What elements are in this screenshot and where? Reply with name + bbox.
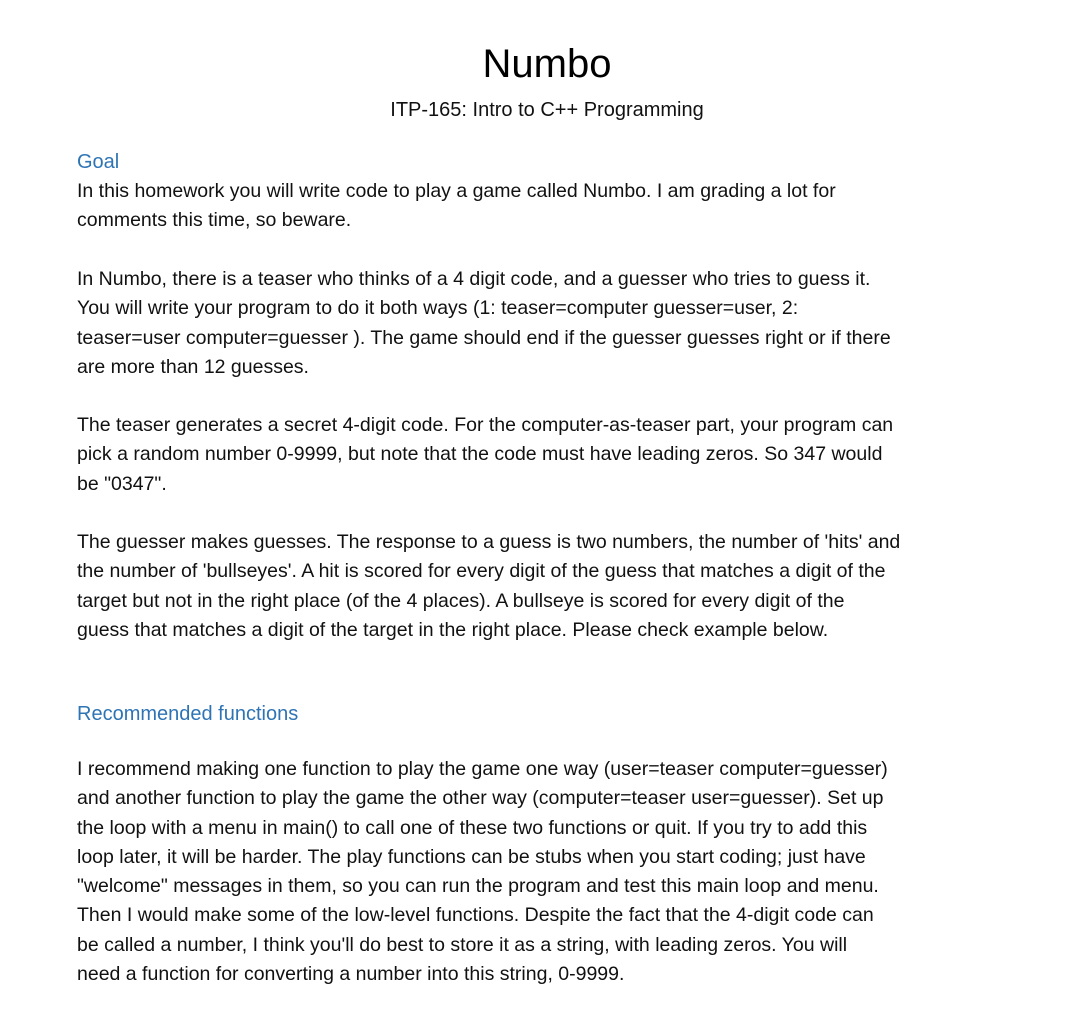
- recommended-functions-paragraph: [77, 755, 1012, 989]
- text-line: The teaser generates a secret 4-digit code. For the computer-as-teaser part, your program can: [77, 414, 894, 436]
- text-line: I recommend making one function to play the game one way (user=teaser computer=guesser): [77, 758, 888, 780]
- text-line: "welcome" messages in them, so you can run the program and test this main loop and menu.: [77, 875, 879, 898]
- goal-paragraph-rules: [77, 265, 1012, 382]
- text-line: Then I would make some of the low-level functions. Despite the fact that the 4-digit code can: [77, 904, 874, 927]
- goal-paragraph-teaser: [77, 411, 1012, 499]
- recommended-functions-heading: Recommended functions: [77, 703, 299, 725]
- text-line: comments this time, so beware.: [77, 209, 352, 232]
- text-line: teaser=user computer=guesser ). The game should end if the guesser guesses right or if there: [77, 326, 891, 349]
- text-line: The guesser makes guesses. The response to a guess is two numbers, the number of 'hits' and: [77, 531, 901, 553]
- text-line: the loop with a menu in main() to call one of these two functions or quit. If you try to add this: [77, 816, 868, 839]
- text-line: In this homework you will write code to play a game called Numbo. I am grading a lot for: [77, 180, 836, 202]
- text-line: loop later, it will be harder. The play functions can be stubs when you start coding; just have: [77, 845, 866, 868]
- text-line: pick a random number 0-9999, but note that the code must have leading zeros. So 347 would: [77, 443, 883, 466]
- text-line: be called a number, I think you'll do best to store it as a string, with leading zeros. You will: [77, 933, 848, 956]
- text-line: You will write your program to do it both ways (1: teaser=computer guesser=user, 2:: [77, 297, 799, 320]
- goal-paragraph-intro: [77, 177, 1012, 236]
- text-line: and another function to play the game the other way (computer=teaser user=guesser). Set up: [77, 787, 884, 810]
- text-line: be "0347".: [77, 472, 167, 495]
- text-line: are more than 12 guesses.: [77, 355, 309, 378]
- text-line: need a function for converting a number into this string, 0-9999.: [77, 963, 625, 986]
- goal-paragraph-guesser: [77, 528, 1012, 645]
- text-line: target but not in the right place (of the 4 places). A bullseye is scored for every digit of the: [77, 589, 845, 612]
- document-subtitle: ITP-165: Intro to C++ Programming: [390, 99, 704, 121]
- text-line: guess that matches a digit of the target in the right place. Please check example below.: [77, 618, 829, 641]
- text-line: In Numbo, there is a teaser who thinks of a 4 digit code, and a guesser who tries to guess it.: [77, 268, 871, 290]
- goal-heading: Goal: [77, 151, 120, 173]
- text-line: the number of 'bullseyes'. A hit is scored for every digit of the guess that matches a digit of the: [77, 560, 886, 583]
- document-title: Numbo: [482, 42, 612, 86]
